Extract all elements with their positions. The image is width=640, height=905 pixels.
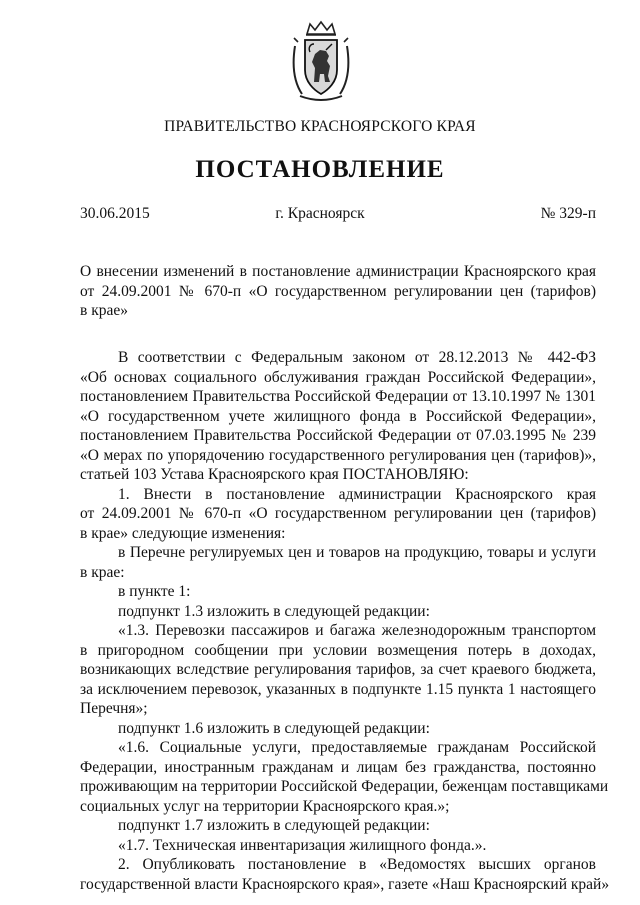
body-line: В соответствии с Федеральным законом от 28.12.2013 № 442-ФЗ <box>118 349 596 366</box>
body-line: проживающим на территории Российской Федерации, беженцам поставщиками <box>80 778 609 795</box>
body-line: постановлением Правительства Российской Федерации от 07.03.1995 № 239 <box>80 427 596 444</box>
body-line: Перечня»; <box>80 700 148 717</box>
coat-of-arms-icon <box>290 20 352 102</box>
body-line: от 24.09.2001 № 670-п «О государственном регулировании цен (тарифов) <box>80 505 596 522</box>
body-line: за исключением перевозок, указанных в подпункте 1.15 пункта 1 настоящего <box>80 680 596 698</box>
document-type-title: ПОСТАНОВЛЕНИЕ <box>195 156 445 183</box>
body-line: «Об основах социального обслуживания граждан Российской Федерации», <box>80 368 596 386</box>
body-line: социальных услуг на территории Красноярского края.»; <box>80 797 450 815</box>
body-line: статьей 103 Устава Красноярского края ПОСТАНОВЛЯЮ: <box>80 466 469 483</box>
subject-line: О внесении изменений в постановление администрации Красноярского края <box>80 263 596 280</box>
body-line: «1.3. Перевозки пассажиров и багажа железнодорожным транспортом <box>118 622 596 639</box>
subject-line: в крае» <box>80 302 128 319</box>
body-line: Федерации, иностранным гражданам и лицам без гражданства, постоянно <box>80 758 596 776</box>
body-line: 2. Опубликовать постановление в «Ведомостях высших органов <box>118 856 596 873</box>
document-subject <box>80 262 596 321</box>
document-city: г. Красноярск <box>275 205 365 222</box>
document-body <box>80 348 610 894</box>
document-number: № 329-п <box>540 205 596 222</box>
body-line: в пригородном сообщении при условии возмещения потерь в доходах, <box>80 641 596 659</box>
body-line: подпункт 1.3 изложить в следующей редакции: <box>118 602 430 620</box>
body-line: «1.6. Социальные услуги, предоставляемые гражданам Российской <box>118 739 596 756</box>
body-line: в крае: <box>80 563 125 581</box>
body-line: в пункте 1: <box>118 583 191 600</box>
body-line: «1.7. Техническая инвентаризация жилищного фонда.». <box>118 836 487 854</box>
subject-line: от 24.09.2001 № 670-п «О государственном регулировании цен (тарифов) <box>80 282 596 300</box>
body-line: государственной власти Красноярского края», газете «Наш Красноярский край» <box>80 875 610 893</box>
body-line: «О мерах по упорядочению государственного регулирования цен (тарифов)», <box>80 446 596 464</box>
body-line: подпункт 1.6 изложить в следующей редакции: <box>118 719 430 737</box>
body-line: подпункт 1.7 изложить в следующей редакции: <box>118 817 430 834</box>
body-line: в Перечне регулируемых цен и товаров на продукцию, товары и услуги <box>118 544 596 561</box>
body-line: 1. Внести в постановление администрации Красноярского края <box>118 485 596 503</box>
body-line: возникающих вследствие регулирования тарифов, за счет краевого бюджета, <box>80 661 596 678</box>
organization-name: ПРАВИТЕЛЬСТВО КРАСНОЯРСКОГО КРАЯ <box>164 118 476 135</box>
body-line: в крае» следующие изменения: <box>80 524 286 542</box>
body-line: «О государственном учете жилищного фонда в Российской Федерации», <box>80 407 596 425</box>
body-line: постановлением Правительства Российской Федерации от 13.10.1997 № 1301 <box>80 388 596 405</box>
document-date: 30.06.2015 <box>80 205 150 222</box>
